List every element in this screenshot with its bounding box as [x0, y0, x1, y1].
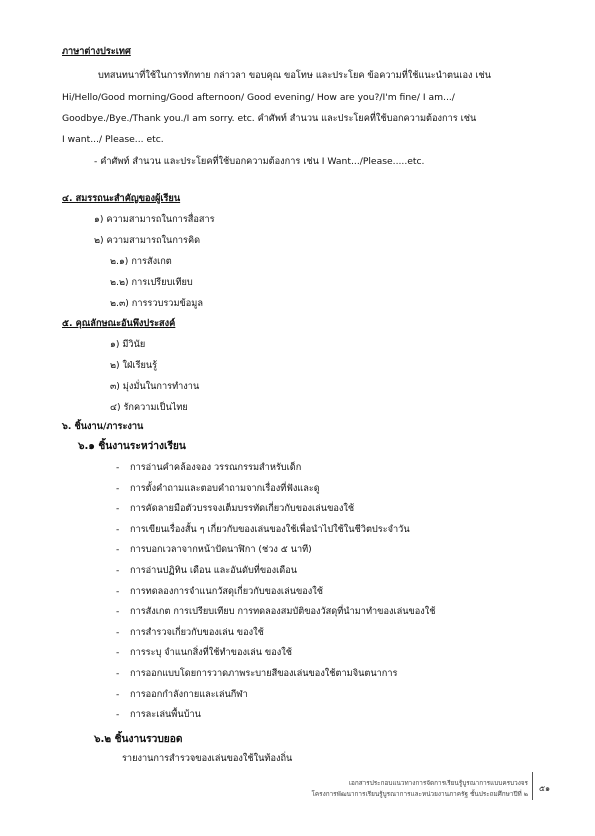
footer-line-1: เอกสารประกอบแนวทางการจัดการเรียนรู้บูรณาการแบบครบวงจร	[348, 779, 528, 787]
task-item: การทดลองการจำแนกวัสดุเกี่ยวกับของเล่นของใช้	[130, 586, 323, 597]
lang-heading: ภาษาต่างประเทศ	[62, 46, 131, 57]
task-bullet-mark: -	[116, 544, 120, 555]
task-bullet-mark: -	[116, 627, 120, 638]
task-bullet-mark: -	[116, 709, 120, 720]
task-item: การเขียนเรื่องสั้น ๆ เกี่ยวกับของเล่นของใช้เพื่อนำไปใช้ในชีวิตประจำวัน	[130, 524, 410, 535]
section5-heading: ๕. คุณลักษณะอันพึงประสงค์	[62, 318, 176, 329]
task-item: การสังเกต การเปรียบเทียบ การทดลองสมบัติของวัสดุที่นำมาทำของเล่นของใช้	[130, 606, 436, 617]
task-bullet-mark: -	[116, 606, 120, 617]
lang-line-5: - คำศัพท์ สำนวน และประโยคที่ใช้บอกความต้องการ เช่น I Want.../Please.....etc.	[94, 156, 425, 167]
task-item: การสำรวจเกี่ยวกับของเล่น ของใช้	[130, 627, 264, 638]
footer-line-2: โครงการพัฒนาการเรียนรู้บูรณาการและหน่วยงานภาครัฐ ชั้นประถมศึกษาปีที่ ๒	[311, 790, 528, 798]
section4-heading: ๔. สมรรถนะสำคัญของผู้เรียน	[62, 193, 181, 204]
task-bullet-mark: -	[116, 647, 120, 658]
footer-divider	[532, 772, 533, 800]
section5-item-1: ๑) มีวินัย	[110, 339, 146, 350]
lang-line-2: Hi/Hello/Good morning/Good afternoon/ Good evening/ How are you?/I'm fine/ I am.../	[62, 92, 455, 103]
page-number: ๕๑	[539, 784, 551, 793]
task-item: การคัดลายมือตัวบรรจงเต็มบรรทัดเกี่ยวกับของเล่นของใช้	[130, 503, 355, 514]
section5-item-3: ๓) มุ่งมั่นในการทำงาน	[110, 381, 200, 392]
section5-item-4: ๔) รักความเป็นไทย	[110, 402, 188, 413]
section4-subitem-2: ๒.๒) การเปรียบเทียบ	[110, 277, 193, 288]
task-item: การตั้งคำถามและตอบคำถามจากเรื่องที่ฟังและดู	[130, 483, 320, 494]
task-bullet-mark: -	[116, 689, 120, 700]
task-bullet-mark: -	[116, 503, 120, 514]
task-bullet-mark: -	[116, 483, 120, 494]
task-bullet-mark: -	[116, 462, 120, 473]
task-item: การออกกำลังกายและเล่นกีฬา	[130, 689, 248, 700]
lang-line-1: บทสนทนาที่ใช้ในการทักทาย กล่าวลา ขอบคุณ ขอโทษ และประโยค ข้อความที่ใช้แนะนำตนเอง เช่น	[98, 70, 492, 81]
section4-item-1: ๑) ความสามารถในการสื่อสาร	[94, 214, 215, 225]
section6-heading: ๖. ชิ้นงาน/ภาระงาน	[62, 421, 144, 432]
section6-sub2-heading: ๖.๒ ชิ้นงานรวบยอด	[94, 734, 183, 745]
lang-line-3: Goodbye./Bye./Thank you./I am sorry. etc. คำศัพท์ สำนวน และประโยคที่ใช้บอกความต้องการ เช่น	[62, 113, 477, 124]
task-bullet-mark: -	[116, 524, 120, 535]
task-bullet-mark: -	[116, 565, 120, 576]
section6-sub2-text: รายงานการสำรวจของเล่นของใช้ในท้องถิ่น	[122, 753, 293, 764]
section6-sub1-heading: ๖.๑ ชิ้นงานระหว่างเรียน	[78, 441, 186, 452]
section4-item-2: ๒) ความสามารถในการคิด	[94, 235, 201, 246]
task-bullet-mark: -	[116, 586, 120, 597]
task-bullet-mark: -	[116, 668, 120, 679]
task-item: การระบุ จำแนกสิ่งที่ใช้ทำของเล่น ของใช้	[130, 647, 292, 658]
lang-line-4: I want.../ Please... etc.	[62, 134, 164, 145]
task-item: การอ่านปฏิทิน เดือน และอันดับที่ของเดือน	[130, 565, 298, 576]
section4-subitem-1: ๒.๑) การสังเกต	[110, 256, 172, 267]
section5-item-2: ๒) ใฝ่เรียนรู้	[110, 360, 158, 371]
section4-subitem-3: ๒.๓) การรวบรวมข้อมูล	[110, 298, 203, 309]
task-item: การบอกเวลาจากหน้าปัดนาฬิกา (ช่วง ๕ นาที)	[130, 544, 312, 555]
task-item: การอ่านคำคล้องจอง วรรณกรรมสำหรับเด็ก	[130, 462, 302, 473]
task-item: การออกแบบโดยการวาดภาพระบายสีของเล่นของใช้ตามจินตนาการ	[130, 668, 398, 679]
task-item: การละเล่นพื้นบ้าน	[130, 709, 201, 720]
